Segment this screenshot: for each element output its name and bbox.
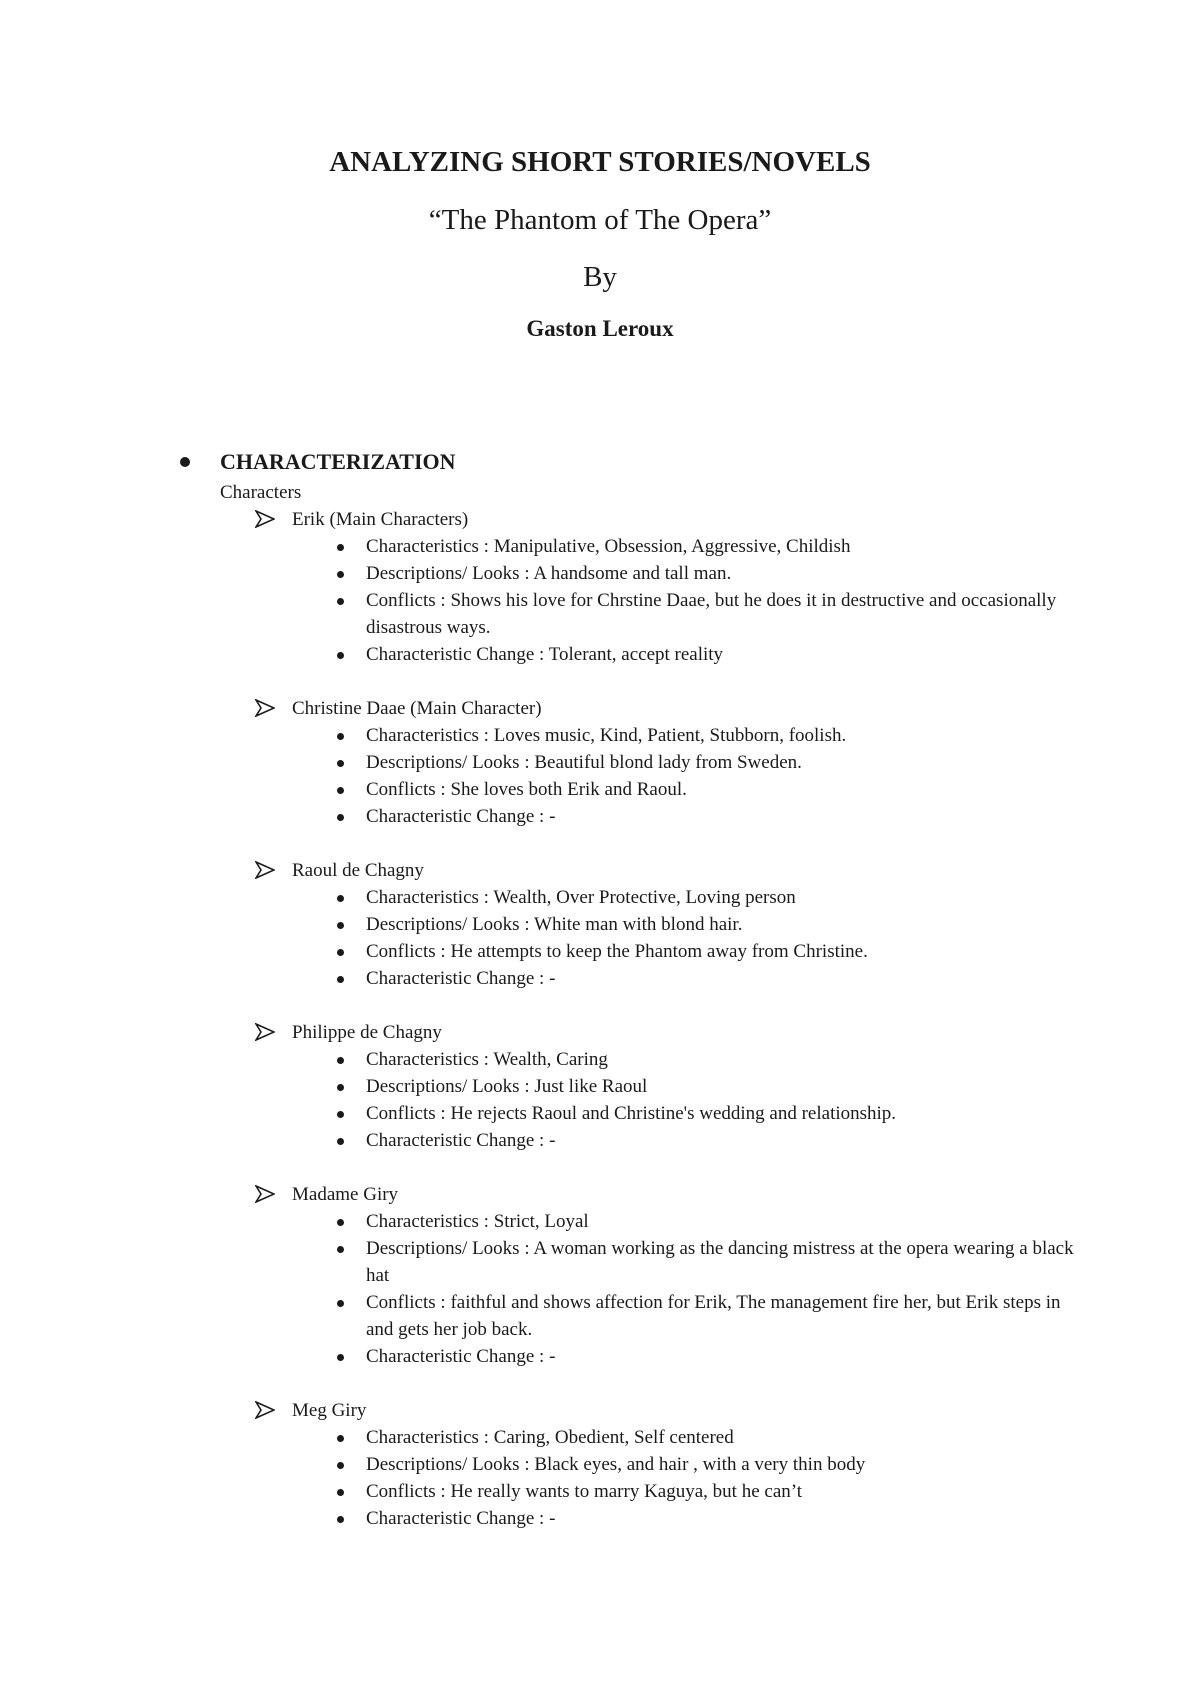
attribute-label: Descriptions/ Looks xyxy=(366,1454,520,1475)
list-item xyxy=(0,1073,1086,1100)
attribute-separator: : xyxy=(435,590,451,611)
arrow-bullet-icon xyxy=(255,1185,275,1203)
bullet-icon xyxy=(337,733,344,740)
list-item xyxy=(0,1208,1086,1235)
attribute-value: A handsome and tall man. xyxy=(533,563,732,584)
attribute-value: Tolerant, accept reality xyxy=(548,644,724,665)
character-name-text: Philippe de Chagny xyxy=(292,1022,442,1043)
character-name xyxy=(0,695,1200,722)
list-item xyxy=(0,749,1086,776)
list-item xyxy=(0,587,1086,641)
attribute-value: Strict, Loyal xyxy=(493,1211,589,1232)
list-item xyxy=(0,938,1086,965)
bullet-icon xyxy=(337,1111,344,1118)
attribute-separator: : xyxy=(478,1211,494,1232)
attribute-value: He really wants to marry Kaguya, but he can’t xyxy=(450,1481,803,1502)
arrow-bullet-icon xyxy=(255,861,275,879)
attribute-separator: : xyxy=(534,806,550,827)
character-name xyxy=(0,506,1200,533)
character-name-text: Erik (Main Characters) xyxy=(292,509,469,530)
attribute-value: He attempts to keep the Phantom away from Christine. xyxy=(450,941,868,962)
bullet-icon xyxy=(337,1138,344,1145)
attribute-separator: : xyxy=(519,1454,535,1475)
attribute-label: Characteristic Change xyxy=(366,806,535,827)
character-block xyxy=(0,1019,1200,1154)
attribute-value: Wealth, Over Protective, Loving person xyxy=(493,887,796,908)
attribute-separator: : xyxy=(435,1103,451,1124)
attribute-value: Shows his love for Chrstine Daae, but he does it in destructive and occasionally disastrous ways. xyxy=(366,590,1057,638)
attribute-label: Characteristics xyxy=(366,1049,479,1070)
attribute-separator: : xyxy=(435,1481,451,1502)
attribute-list xyxy=(0,1424,1200,1532)
attribute-list xyxy=(0,722,1200,830)
attribute-value: Just like Raoul xyxy=(534,1076,648,1097)
attribute-value: Black eyes, and hair , with a very thin body xyxy=(534,1454,866,1475)
list-item xyxy=(0,965,1086,992)
list-item xyxy=(0,1478,1086,1505)
bullet-icon xyxy=(337,598,344,605)
bullet-icon xyxy=(337,787,344,794)
list-item xyxy=(0,1505,1086,1532)
attribute-label: Descriptions/ Looks xyxy=(366,1076,520,1097)
list-item xyxy=(0,722,1086,749)
attribute-value: Beautiful blond lady from Sweden. xyxy=(534,752,802,773)
bullet-icon xyxy=(337,571,344,578)
attribute-list xyxy=(0,1208,1200,1370)
attribute-separator: : xyxy=(478,1427,494,1448)
list-item xyxy=(0,884,1086,911)
attribute-label: Characteristic Change xyxy=(366,644,535,665)
character-block xyxy=(0,695,1200,830)
attribute-value: - xyxy=(549,1508,556,1529)
character-name-text: Christine Daae (Main Character) xyxy=(292,698,542,719)
attribute-separator: : xyxy=(435,1292,451,1313)
author-name: Gaston Leroux xyxy=(526,316,674,341)
attribute-value: - xyxy=(549,968,556,989)
bullet-icon xyxy=(337,976,344,983)
attribute-value: A woman working as the dancing mistress at the opera wearing a black hat xyxy=(366,1238,1074,1286)
attribute-value: She loves both Erik and Raoul. xyxy=(450,779,687,800)
attribute-separator: : xyxy=(519,1238,534,1259)
attribute-label: Descriptions/ Looks xyxy=(366,1238,520,1259)
list-item xyxy=(0,911,1086,938)
attribute-value: Caring, Obedient, Self centered xyxy=(493,1427,734,1448)
list-item xyxy=(0,1235,1086,1289)
attribute-separator: : xyxy=(478,536,494,557)
bullet-icon xyxy=(337,1354,344,1361)
attribute-separator: : xyxy=(534,1346,550,1367)
character-block xyxy=(0,857,1200,992)
list-item xyxy=(0,1289,1086,1343)
bullet-icon xyxy=(337,1462,344,1469)
section-heading: CHARACTERIZATION xyxy=(220,449,456,474)
attribute-separator: : xyxy=(478,887,494,908)
attribute-label: Characteristic Change xyxy=(366,968,535,989)
attribute-list xyxy=(0,533,1200,668)
attribute-label: Characteristics xyxy=(366,887,479,908)
arrow-bullet-icon xyxy=(255,1401,275,1419)
bullet-icon xyxy=(337,814,344,821)
arrow-bullet-icon xyxy=(255,699,275,717)
character-block xyxy=(0,506,1200,668)
bullet-icon xyxy=(337,1489,344,1496)
document-title: ANALYZING SHORT STORIES/NOVELS xyxy=(329,146,871,178)
character-name-text: Madame Giry xyxy=(292,1184,399,1205)
character-name-text: Raoul de Chagny xyxy=(292,860,424,881)
bullet-icon xyxy=(337,1084,344,1091)
attribute-label: Descriptions/ Looks xyxy=(366,563,520,584)
attribute-label: Conflicts xyxy=(366,941,436,962)
attribute-separator: : xyxy=(534,644,549,665)
section-subheading: Characters xyxy=(220,482,302,503)
attribute-separator: : xyxy=(534,968,550,989)
attribute-value: - xyxy=(549,806,556,827)
attribute-separator: : xyxy=(519,752,535,773)
bullet-icon xyxy=(337,949,344,956)
document-subtitle: “The Phantom of The Opera” xyxy=(428,204,772,236)
bullet-icon xyxy=(337,760,344,767)
attribute-separator: : xyxy=(478,1049,494,1070)
attribute-separator: : xyxy=(534,1130,550,1151)
bullet-icon xyxy=(180,457,190,467)
attribute-label: Conflicts xyxy=(366,1103,436,1124)
arrow-bullet-icon xyxy=(255,510,275,528)
character-list xyxy=(0,506,1200,1559)
list-item xyxy=(0,560,1086,587)
arrow-bullet-icon xyxy=(255,1023,275,1041)
by-line: By xyxy=(583,261,617,293)
attribute-separator: : xyxy=(519,914,535,935)
attribute-label: Characteristics xyxy=(366,1427,479,1448)
attribute-label: Conflicts xyxy=(366,590,436,611)
attribute-label: Characteristics xyxy=(366,1211,479,1232)
attribute-list xyxy=(0,1046,1200,1154)
attribute-value: Loves music, Kind, Patient, Stubborn, foolish. xyxy=(493,725,847,746)
attribute-value: White man with blond hair. xyxy=(534,914,743,935)
bullet-icon xyxy=(337,1435,344,1442)
character-name xyxy=(0,1019,1200,1046)
attribute-label: Conflicts xyxy=(366,1292,436,1313)
bullet-icon xyxy=(337,1219,344,1226)
attribute-separator: : xyxy=(435,941,451,962)
list-item xyxy=(0,1343,1086,1370)
attribute-label: Conflicts xyxy=(366,779,436,800)
list-item xyxy=(0,641,1086,668)
attribute-label: Descriptions/ Looks xyxy=(366,752,520,773)
character-name xyxy=(0,1397,1200,1424)
attribute-label: Characteristic Change xyxy=(366,1508,535,1529)
attribute-separator: : xyxy=(478,725,494,746)
list-item xyxy=(0,1451,1086,1478)
attribute-label: Characteristics xyxy=(366,725,479,746)
bullet-icon xyxy=(337,1516,344,1523)
character-name xyxy=(0,1181,1200,1208)
attribute-label: Characteristics xyxy=(366,536,479,557)
bullet-icon xyxy=(337,544,344,551)
bullet-icon xyxy=(337,1246,344,1253)
list-item xyxy=(0,776,1086,803)
list-item xyxy=(0,533,1086,560)
character-name xyxy=(0,857,1200,884)
attribute-list xyxy=(0,884,1200,992)
attribute-separator: : xyxy=(534,1508,550,1529)
attribute-value: - xyxy=(549,1130,556,1151)
character-block xyxy=(0,1181,1200,1370)
list-item xyxy=(0,1424,1086,1451)
bullet-icon xyxy=(337,922,344,929)
list-item xyxy=(0,1127,1086,1154)
bullet-icon xyxy=(337,652,344,659)
list-item xyxy=(0,1100,1086,1127)
attribute-value: Manipulative, Obsession, Aggressive, Childish xyxy=(493,536,851,557)
attribute-value: Wealth, Caring xyxy=(493,1049,608,1070)
attribute-value: He rejects Raoul and Christine's wedding and relationship. xyxy=(450,1103,897,1124)
attribute-separator: : xyxy=(519,563,534,584)
list-item xyxy=(0,1046,1086,1073)
character-block xyxy=(0,1397,1200,1532)
attribute-separator: : xyxy=(435,779,451,800)
attribute-value: faithful and shows affection for Erik, The management fire her, but Erik steps in and gets her job back. xyxy=(366,1292,1061,1340)
bullet-icon xyxy=(337,1300,344,1307)
bullet-icon xyxy=(337,895,344,902)
attribute-value: - xyxy=(549,1346,556,1367)
character-name-text: Meg Giry xyxy=(292,1400,367,1421)
attribute-label: Descriptions/ Looks xyxy=(366,914,520,935)
bullet-icon xyxy=(337,1057,344,1064)
list-item xyxy=(0,803,1086,830)
attribute-label: Characteristic Change xyxy=(366,1130,535,1151)
attribute-label: Conflicts xyxy=(366,1481,436,1502)
attribute-separator: : xyxy=(519,1076,535,1097)
attribute-label: Characteristic Change xyxy=(366,1346,535,1367)
